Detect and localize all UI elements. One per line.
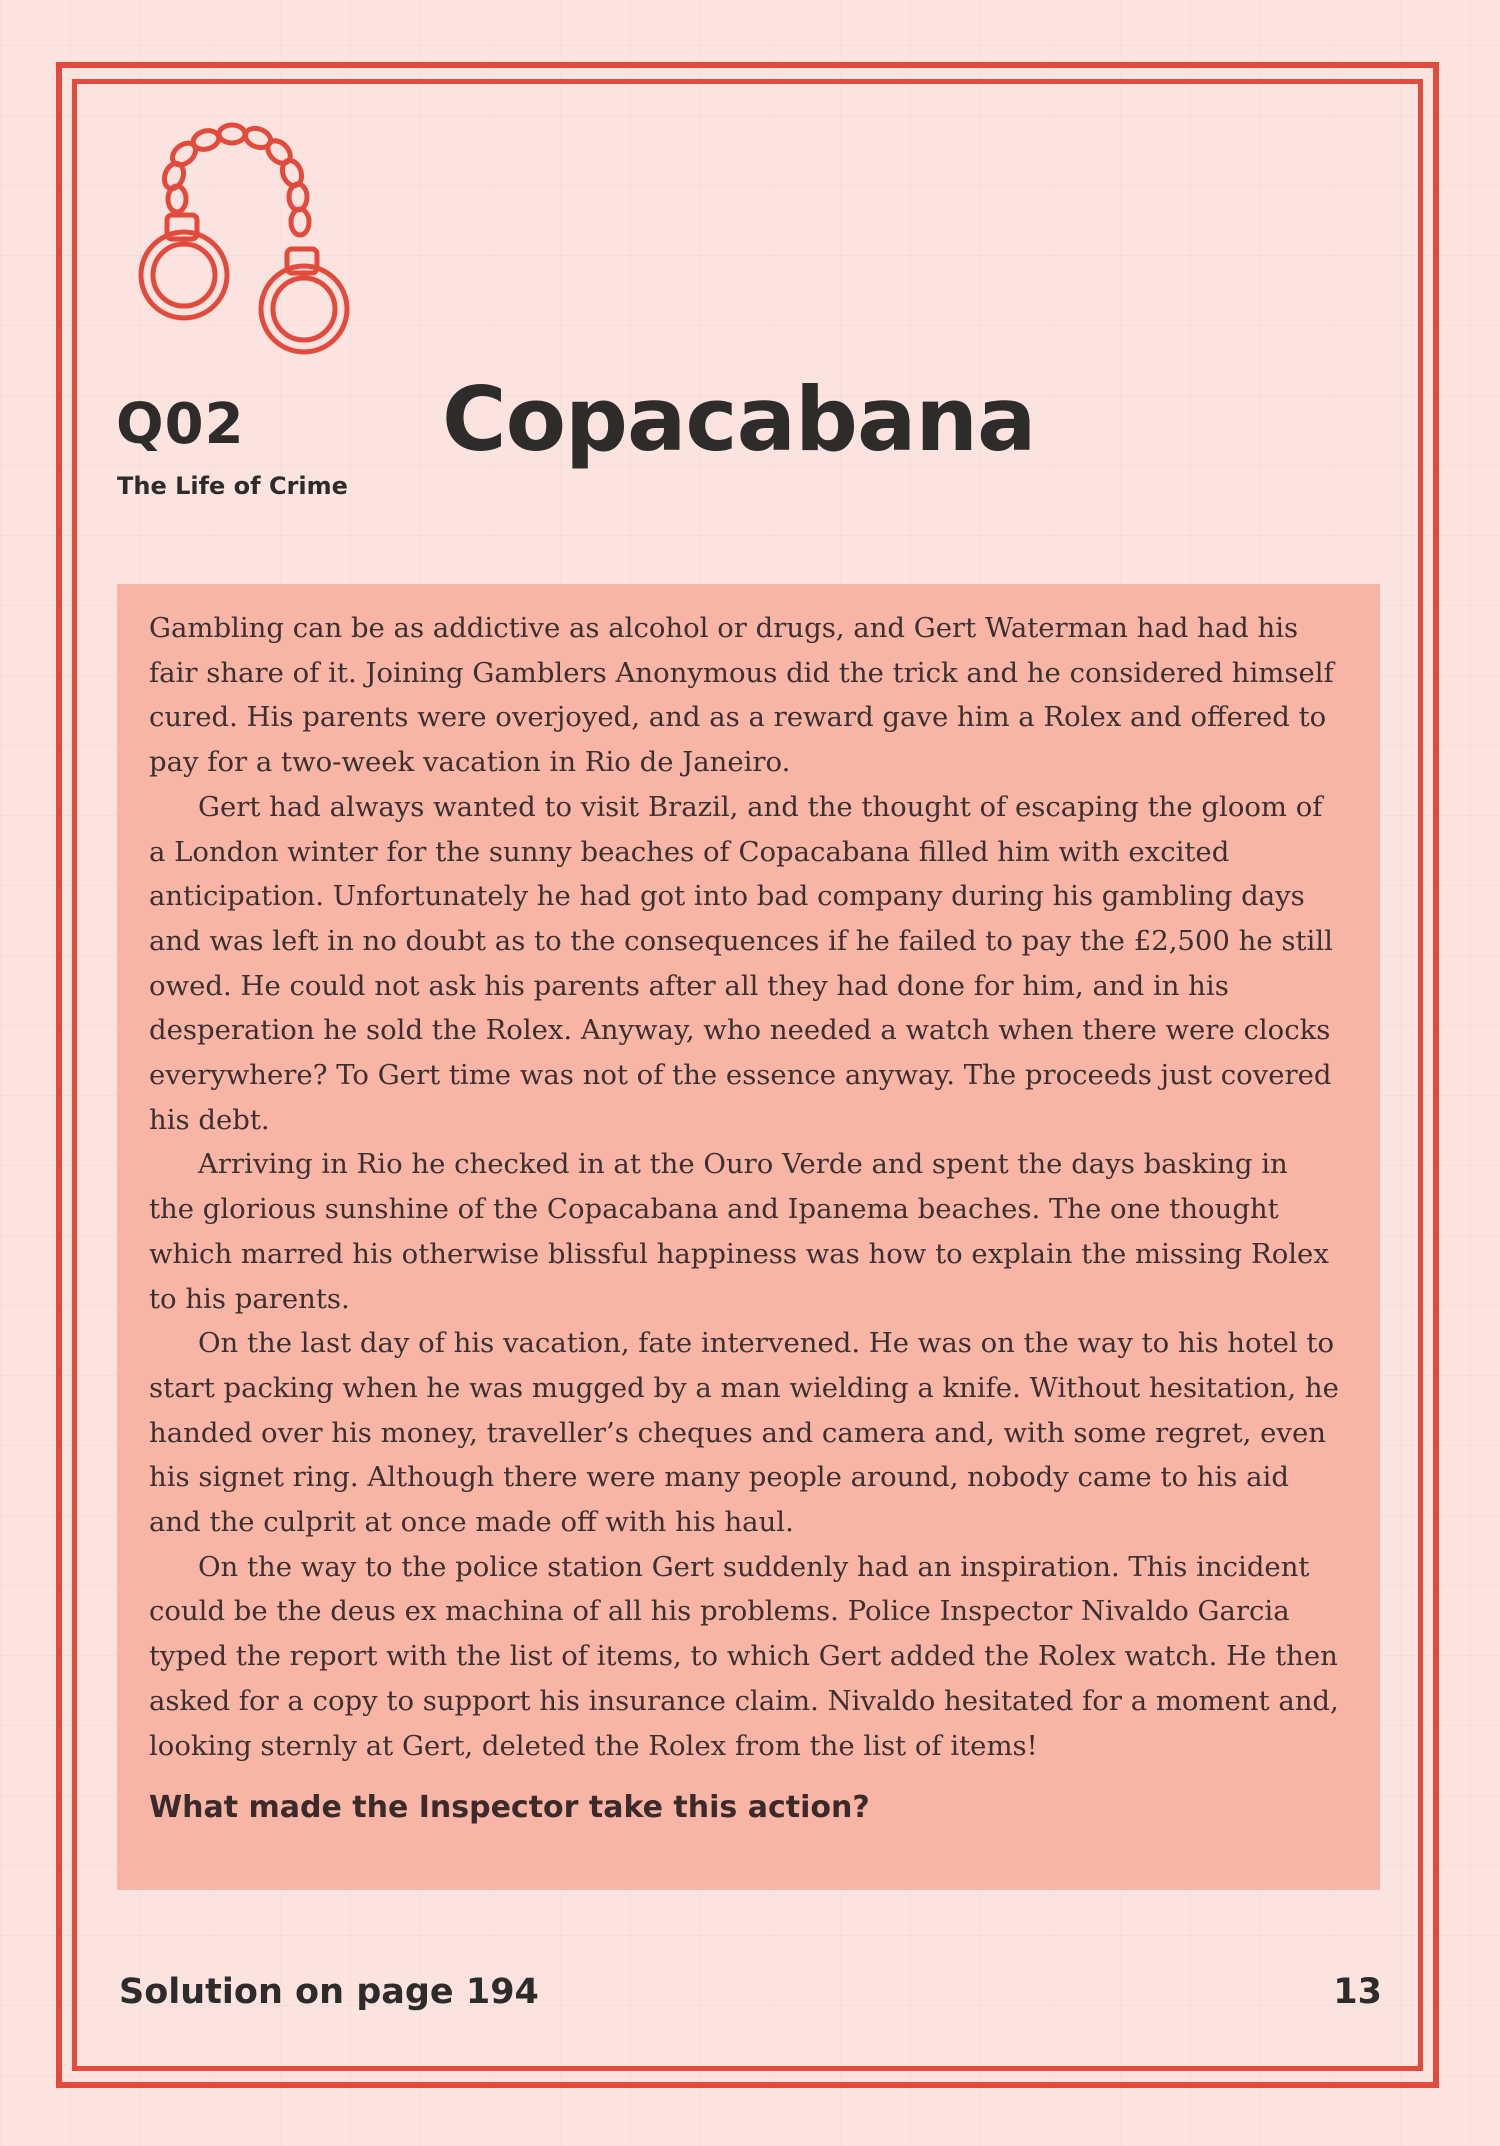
- solution-reference: Solution on page 194: [119, 1972, 539, 2012]
- story-paragraph: Arriving in Rio he checked in at the Ouro Verde and spent the days basking in the glorious sunshine of the Copacabana and Ipanema beaches. The one thought which marred his otherwise blissful happiness was how to explain the missing Rolex to his parents.: [149, 1148, 1329, 1315]
- question-number: Q02: [116, 392, 245, 457]
- story-paragraph: On the last day of his vacation, fate intervened. He was on the way to his hotel to start packing when he was mugged by a man wielding a knife. Without hesitation, he handed over his money, traveller’s cheques and camera and, with some regret, even his signet ring. Although there were many people around, nobody came to his aid and the culprit at once made off with his haul.: [149, 1327, 1339, 1539]
- story-paragraph: Gert had always wanted to visit Brazil, and the thought of escaping the gloom of a London winter for the sunny beaches of Copacabana filled him with excited anticipation. Unfortunately he had got into bad company during his gambling days and was left in no doubt as to the consequences if he failed to pay the £2,500 he still owed. He could not ask his parents after all they had done for him, and in his desperation he sold the Rolex. Anyway, who needed a watch when there were clocks everywhere? To Gert time was not of the essence anyway. The proceeds just covered his debt.: [149, 790, 1333, 1136]
- story-paragraph: Gambling can be as addictive as alcohol or drugs, and Gert Waterman had had his fair share of it. Joining Gamblers Anonymous did the trick and he considered himself cured. His parents were overjoyed, and as a reward gave him a Rolex and offered to pay for a two-week vacation in Rio de Janeiro.: [149, 612, 1334, 779]
- page-title: Copacabana: [442, 368, 1036, 471]
- puzzle-question: What made the Inspector take this action?: [149, 1790, 870, 1826]
- question-category: The Life of Crime: [117, 472, 348, 500]
- handcuffs-icon: [132, 122, 362, 372]
- story-box: [117, 584, 1380, 1890]
- page-number: 13: [1333, 1972, 1382, 2012]
- story-paragraph: On the way to the police station Gert suddenly had an inspiration. This incident could be the deus ex machina of all his problems. Police Inspector Nivaldo Garcia typed the report with the list of items, to which Gert added the Rolex watch. He then asked for a copy to support his insurance claim. Nivaldo hesitated for a moment and, looking sternly at Gert, deleted the Rolex from the list of items!: [149, 1550, 1339, 1762]
- story-text: [149, 606, 1340, 1768]
